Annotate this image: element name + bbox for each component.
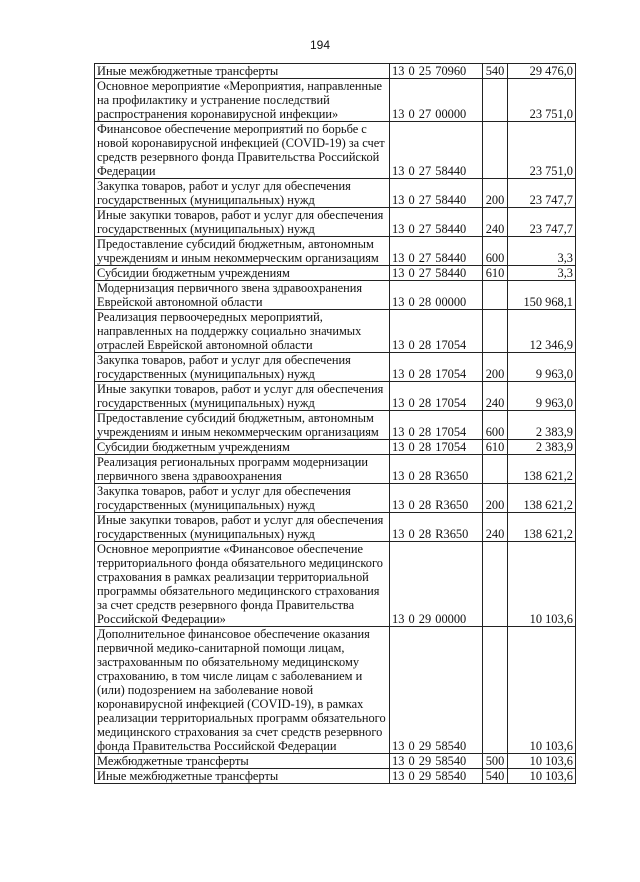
row-sum-cell: 10 103,6 — [508, 627, 576, 754]
row-code-cell: 13 0 27 58440 — [390, 266, 483, 281]
row-vr-cell: 240 — [483, 513, 508, 542]
row-sum-cell: 23 751,0 — [508, 79, 576, 122]
budget-table — [94, 63, 576, 784]
table-row — [95, 237, 576, 266]
row-code-cell: 13 0 27 58440 — [390, 179, 483, 208]
table-row — [95, 542, 576, 627]
row-vr-cell: 240 — [483, 382, 508, 411]
row-code-cell: 13 0 27 58440 — [390, 122, 483, 179]
table-row — [95, 513, 576, 542]
row-code-cell: 13 0 27 58440 — [390, 208, 483, 237]
table-row — [95, 281, 576, 310]
row-vr-cell — [483, 542, 508, 627]
table-row — [95, 64, 576, 79]
row-vr-cell — [483, 310, 508, 353]
row-code-cell: 13 0 28 00000 — [390, 281, 483, 310]
table-row — [95, 455, 576, 484]
row-name-cell: Реализация первоочередных мероприятий, направленных на поддержку социально значимых отраслей Еврейской автономной области — [95, 310, 390, 353]
table-row — [95, 382, 576, 411]
row-vr-cell: 540 — [483, 64, 508, 79]
row-sum-cell: 23 751,0 — [508, 122, 576, 179]
row-code-cell: 13 0 28 17054 — [390, 382, 483, 411]
row-code-cell: 13 0 29 58540 — [390, 754, 483, 769]
row-name-cell: Субсидии бюджетным учреждениям — [95, 266, 390, 281]
row-name-cell: Основное мероприятие «Мероприятия, направленные на профилактику и устранение последствий распространения коронавирусной инфекции» — [95, 79, 390, 122]
row-sum-cell: 138 621,2 — [508, 455, 576, 484]
row-code-cell: 13 0 28 17054 — [390, 411, 483, 440]
row-vr-cell: 610 — [483, 440, 508, 455]
row-name-cell: Реализация региональных программ модернизации первичного звена здравоохранения — [95, 455, 390, 484]
row-name-cell: Основное мероприятие «Финансовое обеспечение территориального фонда обязательного медицинского страхования в рамках реализации территориальной программы обязательного медицинского страхования за счет средств резервного фонда Правительства Российской Федерации» — [95, 542, 390, 627]
row-code-cell: 13 0 27 58440 — [390, 237, 483, 266]
row-sum-cell: 138 621,2 — [508, 513, 576, 542]
row-name-cell: Межбюджетные трансферты — [95, 754, 390, 769]
row-name-cell: Субсидии бюджетным учреждениям — [95, 440, 390, 455]
row-name-cell: Модернизация первичного звена здравоохранения Еврейской автономной области — [95, 281, 390, 310]
row-vr-cell: 200 — [483, 484, 508, 513]
row-name-cell: Предоставление субсидий бюджетным, автономным учреждениям и иным некоммерческим организациям — [95, 411, 390, 440]
table-row — [95, 266, 576, 281]
row-code-cell: 13 0 27 00000 — [390, 79, 483, 122]
row-vr-cell: 610 — [483, 266, 508, 281]
table-row — [95, 353, 576, 382]
table-row — [95, 208, 576, 237]
row-vr-cell: 600 — [483, 237, 508, 266]
row-sum-cell: 10 103,6 — [508, 769, 576, 784]
table-row — [95, 122, 576, 179]
row-name-cell: Финансовое обеспечение мероприятий по борьбе с новой коронавирусной инфекцией (COVID-19) за счет средств резервного фонда Правительства Российской Федерации — [95, 122, 390, 179]
row-sum-cell: 23 747,7 — [508, 179, 576, 208]
row-name-cell: Иные закупки товаров, работ и услуг для обеспечения государственных (муниципальных) нужд — [95, 208, 390, 237]
row-sum-cell: 3,3 — [508, 237, 576, 266]
row-code-cell: 13 0 28 R3650 — [390, 455, 483, 484]
row-sum-cell: 2 383,9 — [508, 411, 576, 440]
row-sum-cell: 3,3 — [508, 266, 576, 281]
row-sum-cell: 23 747,7 — [508, 208, 576, 237]
row-code-cell: 13 0 28 R3650 — [390, 513, 483, 542]
row-sum-cell: 10 103,6 — [508, 754, 576, 769]
row-name-cell: Закупка товаров, работ и услуг для обеспечения государственных (муниципальных) нужд — [95, 179, 390, 208]
row-name-cell: Иные закупки товаров, работ и услуг для обеспечения государственных (муниципальных) нужд — [95, 513, 390, 542]
row-vr-cell: 240 — [483, 208, 508, 237]
page-number: 194 — [309, 38, 331, 52]
row-vr-cell — [483, 455, 508, 484]
row-code-cell: 13 0 28 17054 — [390, 310, 483, 353]
row-name-cell: Дополнительное финансовое обеспечение оказания первичной медико-санитарной помощи лицам, застрахованным по обязательному медицинскому страхованию, в том числе лицам с заболеванием и (или) подозрением на заболевание новой коронавирусной инфекцией (COVID-19), в рамках реализации территориальных программ обязательного медицинского страхования за счет средств резервного фонда Правительства Российской Федерации — [95, 627, 390, 754]
row-name-cell: Иные закупки товаров, работ и услуг для обеспечения государственных (муниципальных) нужд — [95, 382, 390, 411]
row-name-cell: Предоставление субсидий бюджетным, автономным учреждениям и иным некоммерческим организациям — [95, 237, 390, 266]
row-code-cell: 13 0 29 58540 — [390, 769, 483, 784]
row-vr-cell: 200 — [483, 179, 508, 208]
row-sum-cell: 9 963,0 — [508, 382, 576, 411]
row-code-cell: 13 0 28 17054 — [390, 440, 483, 455]
row-sum-cell: 10 103,6 — [508, 542, 576, 627]
table-row — [95, 310, 576, 353]
row-vr-cell — [483, 627, 508, 754]
row-name-cell: Иные межбюджетные трансферты — [95, 769, 390, 784]
row-vr-cell — [483, 122, 508, 179]
row-sum-cell: 12 346,9 — [508, 310, 576, 353]
row-code-cell: 13 0 25 70960 — [390, 64, 483, 79]
table-row — [95, 79, 576, 122]
row-vr-cell — [483, 79, 508, 122]
row-vr-cell — [483, 281, 508, 310]
table-row — [95, 440, 576, 455]
row-name-cell: Закупка товаров, работ и услуг для обеспечения государственных (муниципальных) нужд — [95, 353, 390, 382]
row-name-cell: Закупка товаров, работ и услуг для обеспечения государственных (муниципальных) нужд — [95, 484, 390, 513]
row-sum-cell: 150 968,1 — [508, 281, 576, 310]
row-vr-cell: 600 — [483, 411, 508, 440]
table-row — [95, 627, 576, 754]
row-code-cell: 13 0 28 R3650 — [390, 484, 483, 513]
row-vr-cell: 200 — [483, 353, 508, 382]
table-row — [95, 179, 576, 208]
row-name-cell: Иные межбюджетные трансферты — [95, 64, 390, 79]
table-row — [95, 484, 576, 513]
row-vr-cell: 540 — [483, 769, 508, 784]
table-row — [95, 411, 576, 440]
row-sum-cell: 9 963,0 — [508, 353, 576, 382]
row-sum-cell: 29 476,0 — [508, 64, 576, 79]
row-code-cell: 13 0 29 00000 — [390, 542, 483, 627]
table-row — [95, 769, 576, 784]
table-row — [95, 754, 576, 769]
row-sum-cell: 2 383,9 — [508, 440, 576, 455]
row-code-cell: 13 0 28 17054 — [390, 353, 483, 382]
row-vr-cell: 500 — [483, 754, 508, 769]
row-code-cell: 13 0 29 58540 — [390, 627, 483, 754]
budget-table-body — [95, 64, 576, 784]
row-sum-cell: 138 621,2 — [508, 484, 576, 513]
